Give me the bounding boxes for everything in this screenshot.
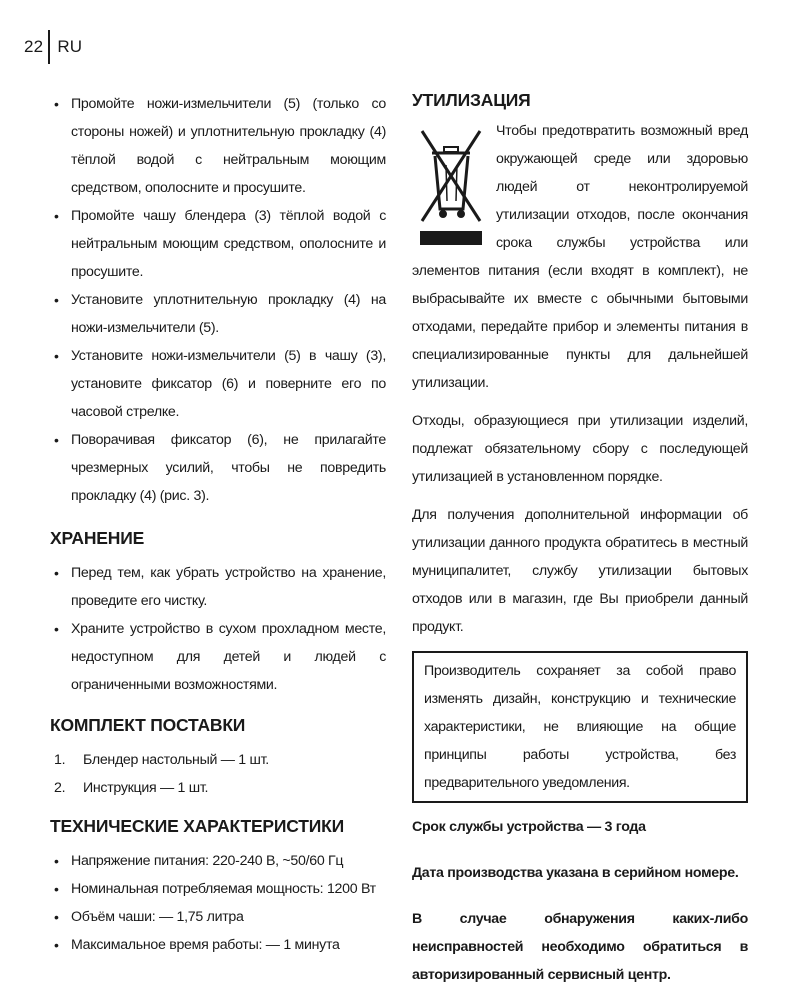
- item-number: 1.: [54, 752, 66, 768]
- list-item: [50, 774, 386, 802]
- header-divider: [48, 30, 50, 64]
- left-column: [50, 90, 386, 959]
- package-list: [50, 746, 386, 802]
- page-number: 22: [24, 37, 44, 56]
- storage-list: [50, 559, 386, 699]
- list-item: • Объём чаши: — 1,75 литра: [50, 903, 386, 931]
- list-item: [50, 746, 386, 774]
- list-item: • Установите уплотнительную прокладку (4) на ножи-измельчители (5).: [50, 286, 386, 342]
- item-text: Инструкция — 1 шт.: [83, 780, 209, 796]
- notice-text: Производитель сохраняет за собой право изменять дизайн, конструкцию и технические характеристики, не влияющие на общие принципы работы устройства, без предварительного уведомления.: [424, 663, 736, 791]
- production-date: Дата производства указана в серийном номере.: [412, 865, 739, 881]
- notice-box: [412, 651, 748, 803]
- crossed-bin-icon: [416, 123, 486, 249]
- list-item: • Напряжение питания: 220-240 В, ~50/60 Гц: [50, 847, 386, 875]
- list-item: • Установите ножи-измельчители (5) в чашу (3), установите фиксатор (6) и поверните его по часовой стрелке.: [50, 342, 386, 426]
- list-item: • Поворачивая фиксатор (6), не прилагайте чрезмерных усилий, чтобы не повредить прокладку (4) (рис. 3).: [50, 426, 386, 510]
- list-item: • Промойте ножи-измельчители (5) (только со стороны ножей) и уплотнительную прокладку (4) тёплой водой с нейтральным моющим средством, ополосните и просушите.: [50, 90, 386, 202]
- list-item: • Номинальная потребляемая мощность: 1200 Вт: [50, 875, 386, 903]
- waste-text: Отходы, образующиеся при утилизации изделий, подлежат обязательному сбору с последующей утилизацией в установленном порядке.: [412, 413, 748, 485]
- item-text: Блендер настольный — 1 шт.: [83, 752, 269, 768]
- fault-notice: В случае обнаружения каких-либо неисправностей необходимо обратиться в авторизированный сервисный центр.: [412, 911, 748, 983]
- specs-heading: ТЕХНИЧЕСКИЕ ХАРАКТЕРИСТИКИ: [50, 816, 344, 836]
- specs-list: [50, 847, 386, 959]
- list-item: • Промойте чашу блендера (3) тёплой водой с нейтральным моющим средством, ополосните и просушите.: [50, 202, 386, 286]
- right-column: [412, 90, 748, 989]
- info-text: Для получения дополнительной информации об утилизации данного продукта обратитесь в местный муниципалитет, службу утилизации бытовых отходов или в магазин, где Вы приобрели данный продукт.: [412, 507, 748, 635]
- list-item: • Максимальное время работы: — 1 минута: [50, 931, 386, 959]
- disposal-heading: УТИЛИЗАЦИЯ: [412, 90, 531, 110]
- page-header: [24, 30, 82, 64]
- service-life: Срок службы устройства — 3 года: [412, 819, 646, 835]
- language-code: RU: [57, 37, 83, 56]
- package-heading: КОМПЛЕКТ ПОСТАВКИ: [50, 715, 246, 735]
- list-item: • Храните устройство в сухом прохладном месте, недоступном для детей и людей с ограниченными возможностями.: [50, 615, 386, 699]
- disposal-text: Чтобы предотвратить возможный вред окружающей среде или здоровью людей от неконтролируемой утилизации отходов, после окончания срока службы устройства или элементов питания (если входят в комплект), не выбрасывайте их вместе с обычными бытовыми отходами, передайте прибор и элементы питания в специализированные пункты для дальнейшей утилизации.: [412, 123, 748, 391]
- list-item: • Перед тем, как убрать устройство на хранение, проведите его чистку.: [50, 559, 386, 615]
- disposal-section: [412, 117, 748, 397]
- item-number: 2.: [54, 780, 66, 796]
- cleaning-list: [50, 90, 386, 510]
- storage-heading: ХРАНЕНИЕ: [50, 528, 145, 548]
